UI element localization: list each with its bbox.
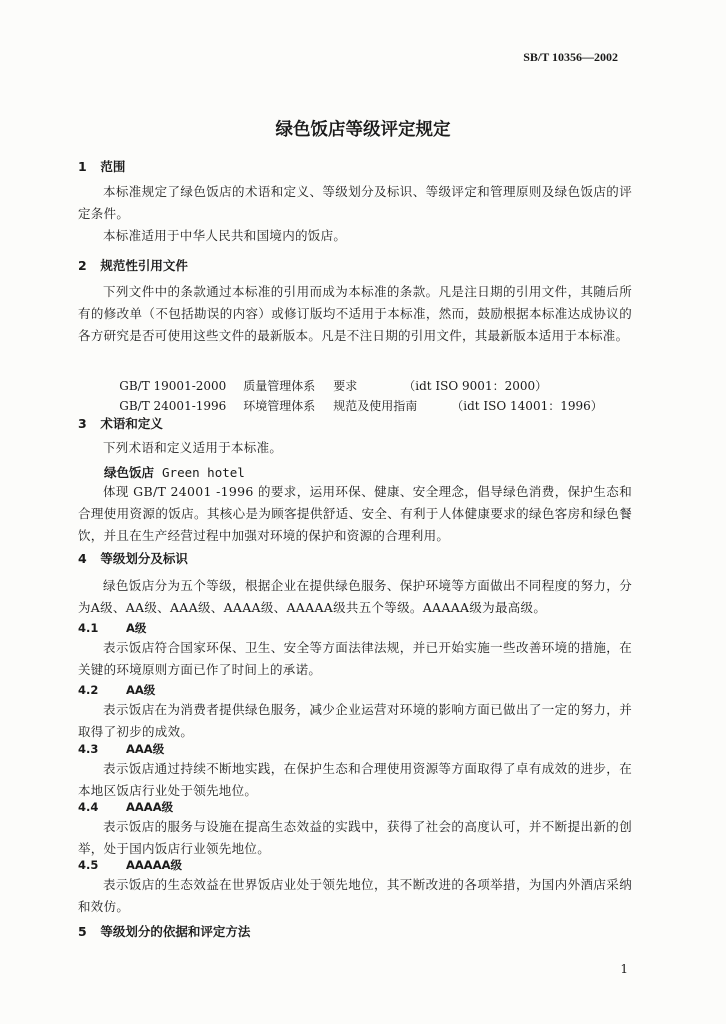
subsection-number: 4.2: [78, 683, 99, 697]
section-number: 3: [78, 416, 87, 431]
reference-desc: 规范及使用指南: [333, 399, 418, 413]
reference-row: [104, 383, 603, 428]
reference-name: 环境管理体系: [243, 399, 316, 413]
section-title: 等级划分及标识: [100, 551, 188, 566]
section-1-paragraph-2: 本标准适用于中华人民共和国境内的饭店。: [103, 228, 347, 243]
term-english: Green hotel: [162, 465, 245, 480]
section-1-paragraph-1: 本标准规定了绿色饭店的术语和定义、等级划分及标识、等级评定和管理原则及绿色饭店的评定条件。: [78, 184, 632, 221]
section-number: 2: [78, 258, 87, 273]
section-title: 术语和定义: [100, 416, 163, 431]
section-1-heading: [78, 157, 125, 175]
document-title: 绿色饭店等级评定规定: [275, 120, 451, 140]
section-number: 5: [78, 924, 87, 939]
reference-desc: 要求: [333, 379, 358, 393]
standard-code: SB/T 10356—2002: [523, 50, 618, 64]
section-2-paragraph-1: 下列文件中的条款通过本标准的引用而成为本标准的条款。凡是注日期的引用文件，其随后所有的修改单（不包括勘误的内容）或修订版均不适用于本标准，然而，鼓励根据本标准达成协议的各方研究是否可使用这些文件的最新版本。凡是不注日期的引用文件，其最新版本适用于本标准。: [78, 284, 632, 343]
subsection-4-4-heading: [78, 799, 173, 815]
subsection-4-2-text: 表示饭店在为消费者提供绿色服务，减少企业运营对环境的影响方面已做出了一定的努力，并取得了初步的成效。: [78, 702, 632, 739]
subsection-number: 4.4: [78, 800, 99, 814]
section-title: 范围: [100, 159, 126, 174]
reference-idt: （idt ISO 9001：2000）: [403, 379, 548, 393]
reference-code: GB/T 19001-2000: [119, 379, 227, 393]
subsection-4-1-heading: [78, 620, 146, 636]
section-3-heading: [78, 414, 163, 432]
subsection-4-1-text: 表示饭店符合国家环保、卫生、安全等方面法律法规，并已开始实施一些改善环境的措施，在关键的环境原则方面已作了时间上的承诺。: [78, 640, 632, 677]
subsection-4-4-text: 表示饭店的服务与设施在提高生态效益的实践中，获得了社会的高度认可，并不断提出新的创举，处于国内饭店行业领先地位。: [78, 819, 632, 856]
reference-name: 质量管理体系: [243, 379, 316, 393]
section-4-heading: [78, 549, 188, 567]
section-title: 规范性引用文件: [100, 258, 188, 273]
term-chinese: 绿色饭店: [104, 465, 155, 480]
subsection-4-5-text: 表示饭店的生态效益在世界饭店业处于领先地位，其不断改进的各项举措，为国内外酒店采纳和效仿。: [78, 877, 632, 914]
subsection-title: AAAAA级: [126, 858, 183, 872]
section-4-paragraph-1: 绿色饭店分为五个等级，根据企业在提供绿色服务、保护环境等方面做出不同程度的努力，分为A级、AA级、AAA级、AAAA级、AAAAA级共五个等级。AAAAA级为最高级。: [78, 578, 632, 615]
section-number: 4: [78, 551, 87, 566]
section-5-heading: [78, 922, 250, 940]
page-number: 1: [620, 962, 628, 976]
subsection-4-3-heading: [78, 741, 164, 757]
subsection-number: 4.1: [78, 621, 99, 635]
subsection-number: 4.5: [78, 858, 99, 872]
section-3-paragraph-1: 下列术语和定义适用于本标准。: [103, 440, 283, 455]
subsection-title: AAA级: [126, 742, 165, 756]
term-entry: [104, 463, 245, 481]
section-2-heading: [78, 256, 188, 274]
section-title: 等级划分的依据和评定方法: [100, 924, 251, 939]
section-3-paragraph-2: 体现 GB/T 24001 -1996 的要求，运用环保、健康、安全理念，倡导绿色消费，保护生态和合理使用资源的饭店。其核心是为顾客提供舒适、安全、有利于人体健康要求的绿色客房和绿色餐饮，并且在生产经营过程中加强对环境的保护和资源的合理利用。: [78, 484, 632, 543]
section-number: 1: [78, 159, 87, 174]
subsection-title: AAAA级: [126, 800, 174, 814]
subsection-title: AA级: [126, 683, 156, 697]
reference-code: GB/T 24001-1996: [119, 399, 227, 413]
reference-idt: （idt ISO 14001：1996）: [451, 399, 603, 413]
subsection-number: 4.3: [78, 742, 99, 756]
subsection-4-5-heading: [78, 857, 182, 873]
subsection-4-3-text: 表示饭店通过持续不断地实践，在保护生态和合理使用资源等方面取得了卓有成效的进步，在本地区饭店行业处于领先地位。: [78, 761, 632, 798]
subsection-title: A级: [126, 621, 147, 635]
subsection-4-2-heading: [78, 682, 155, 698]
